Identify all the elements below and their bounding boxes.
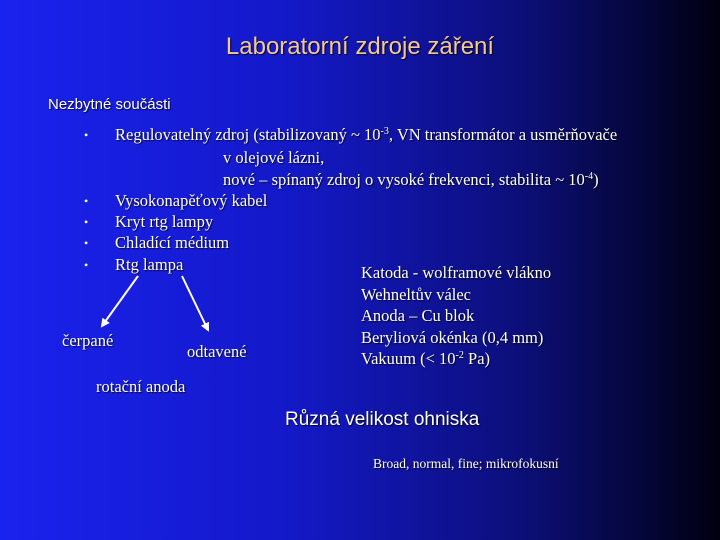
bullet-4: • (84, 236, 89, 250)
lamp-type-rotacni: rotační anoda (96, 377, 186, 396)
item-kabel: Vysokonapěťový kabel (115, 191, 268, 210)
item-zdroj-line1-exponent: -3 (380, 126, 389, 137)
bullet-2: • (84, 194, 89, 208)
item-lampa: Rtg lampa (115, 255, 184, 274)
lamp-part-vakuum (361, 349, 490, 369)
lamp-part-anoda: Anoda – Cu blok (361, 306, 475, 325)
item-zdroj-line1-b: , VN transformátor a usměrňovače (388, 125, 618, 144)
focus-types: Broad, normal, fine; mikrofokusní (373, 456, 559, 471)
item-kryt: Kryt rtg lampy (115, 212, 214, 231)
item-zdroj-line1-a: Regulovatelný zdroj (stabilizovaný ~ 10 (115, 125, 381, 144)
item-zdroj-line2: v olejové lázni, (223, 148, 325, 167)
item-zdroj-line3-a: nové – spínaný zdroj o vysoké frekvenci, stabilita ~ 10 (223, 170, 585, 189)
focus-heading: Různá velikost ohniska (285, 409, 480, 430)
slide-subtitle: Nezbytné součásti (48, 96, 171, 113)
item-chladici: Chladící médium (115, 233, 230, 252)
bullet-1: • (84, 128, 89, 142)
arrow-to-cerpane (102, 276, 138, 326)
lamp-part-vakuum-exponent: -2 (455, 350, 464, 361)
item-zdroj-line3-exponent: -4 (584, 171, 594, 182)
lamp-part-vakuum-a: Vakuum (< 10 (361, 349, 456, 368)
lamp-part-wehnelt: Wehneltův válec (361, 285, 471, 304)
lamp-type-cerpane: čerpané (62, 331, 114, 350)
lamp-type-odtavene: odtavené (187, 342, 247, 361)
bullet-3: • (84, 215, 89, 229)
lamp-part-katoda: Katoda - wolframové vlákno (361, 263, 552, 282)
arrow-to-odtavene (182, 276, 208, 330)
lamp-part-okenka: Beryliová okénka (0,4 mm) (361, 328, 544, 347)
lamp-part-vakuum-b: Pa) (463, 349, 491, 368)
bullet-5: • (84, 258, 89, 272)
item-zdroj-line3-b: ) (593, 170, 599, 189)
slide-title: Laboratorní zdroje záření (225, 33, 495, 60)
